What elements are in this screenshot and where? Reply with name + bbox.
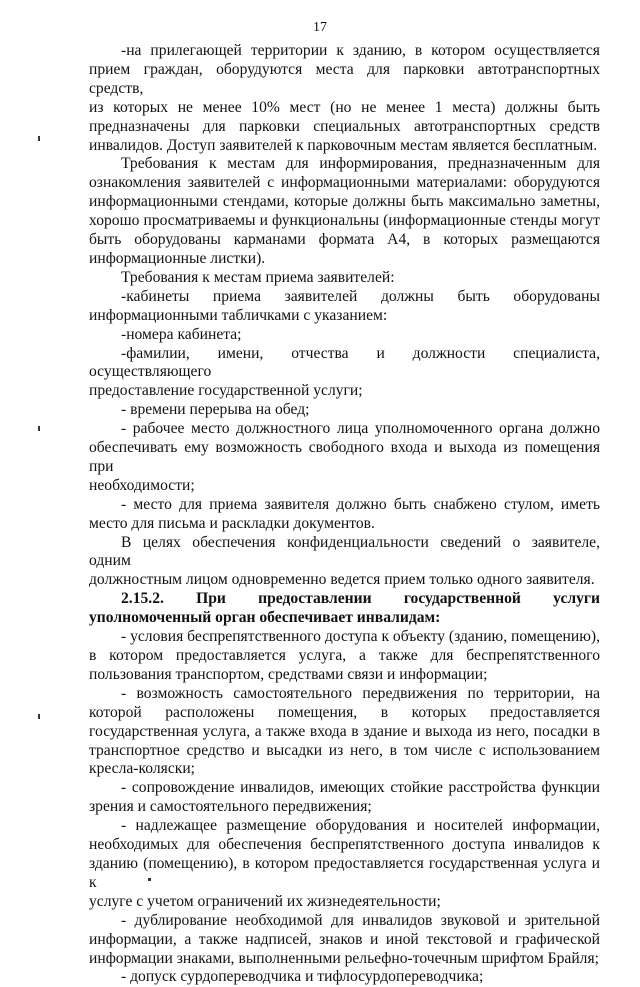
scan-mark [38, 136, 40, 141]
text-line: 2.15.2. При предоставлении государственной услуги [121, 590, 600, 608]
scan-mark [38, 426, 40, 431]
paragraph-p10 [89, 534, 600, 591]
text-line: кресла-коляски; [89, 760, 196, 778]
text-line: - рабочее место должностного лица уполномоченного органа должно [121, 420, 600, 438]
text-line: - условия беспрепятственного доступа к объекту (зданию, помещению), [121, 628, 600, 646]
text-line: зданию (помещению), в котором предоставляется государственная услуга и к [89, 854, 600, 891]
text-line: информации знаками, выполненными рельефно-точечным шрифтом Брайля; [89, 949, 599, 967]
text-line: из которых не менее 10% мест (но не менее 1 места) должны быть [89, 98, 600, 116]
text-line: необходимости; [89, 476, 195, 494]
scan-mark [148, 878, 151, 881]
text-line: место для письма и раскладки документов. [89, 514, 375, 532]
text-line: инвалидов. Доступ заявителей к парковочным местам является бесплатным. [89, 136, 598, 154]
text-line: -фамилии, имени, отчества и должности специалиста, осуществляющего [89, 344, 600, 381]
text-line: зрения и самостоятельного передвижения; [89, 798, 372, 816]
text-line: уполномоченный орган обеспечивает инвалидам: [89, 609, 441, 627]
text-line: - допуск сурдопереводчика и тифлосурдопереводчика; [121, 968, 484, 986]
text-line: Требования к местам для информирования, предназначенным для [121, 155, 600, 173]
text-line: -номера кабинета; [121, 325, 242, 343]
text-line: - надлежащее размещение оборудования и носителей информации, [121, 817, 600, 835]
text-line: -кабинеты приема заявителей должны быть оборудованы [121, 287, 600, 305]
paragraph-p4 [89, 288, 600, 326]
text-line: -на прилегающей территории к зданию, в котором осуществляется [121, 42, 600, 59]
paragraph-p5 [89, 326, 600, 345]
paragraph-p12 [89, 628, 600, 685]
paragraph-p11 [89, 590, 600, 628]
text-line: обеспечивать ему возможность свободного входа и выхода из помещения при [89, 439, 600, 475]
paragraph-p2 [89, 155, 600, 268]
text-line: - возможность самостоятельного передвижения по территории, на [121, 684, 600, 702]
paragraph-p7 [89, 401, 600, 420]
text-line: информационные листки). [89, 249, 266, 267]
scan-mark [38, 714, 40, 719]
paragraph-p8 [89, 420, 600, 496]
paragraph-p13 [89, 685, 600, 780]
text-line: - времени перерыва на обед; [121, 401, 310, 419]
page-number: 17 [313, 20, 327, 35]
text-line: транспортное средство и высадки из него, в том числе с использованием [89, 741, 600, 759]
text-line: ознакомления заявителей с информационными материалами: оборудуются [89, 174, 600, 192]
text-line: государственная услуга, а также входа в здание и выхода из него, посадки в [89, 722, 600, 740]
text-line: предназначены для парковки специальных автотранспортных средств [89, 117, 600, 135]
text-line: информационными табличками с указанием: [89, 306, 388, 324]
text-line: В целях обеспечения конфиденциальности сведений о заявителе, одним [89, 533, 600, 570]
text-line: необходимых для обеспечения беспрепятственного доступа инвалидов к [89, 836, 600, 854]
text-line: предоставление государственной услуги; [89, 382, 363, 400]
paragraph-p17 [89, 968, 600, 987]
text-line: услуге с учетом ограничений их жизнедеятельности; [89, 892, 441, 910]
text-line: - сопровождение инвалидов, имеющих стойкие расстройства функции [121, 779, 600, 797]
paragraph-p6 [89, 345, 600, 402]
text-line: - дублирование необходимой для инвалидов звуковой и зрительной [121, 911, 600, 929]
text-line: хорошо просматриваемы и функциональны (информационные стенды могут [89, 212, 600, 230]
paragraph-p1 [89, 42, 600, 155]
text-line: информационными стендами, которые должны быть максимально заметны, [89, 193, 600, 211]
text-line: Требования к местам приема заявителей: [121, 268, 395, 286]
text-line: быть оборудованы карманами формата А4, в которых размещаются [89, 231, 600, 249]
paragraph-p16 [89, 912, 600, 969]
document-body [89, 42, 600, 987]
text-line: должностным лицом одновременно ведется прием только одного заявителя. [89, 571, 595, 589]
text-line: информации, а также надписей, знаков и иной текстовой и графической [89, 930, 600, 948]
paragraph-p15 [89, 817, 600, 912]
text-line: которой расположены помещения, в которых предоставляется [89, 703, 600, 721]
text-line: пользования транспортом, средствами связи и информации; [89, 665, 488, 683]
text-line: прием граждан, оборудуются места для парковки автотранспортных средств, [89, 60, 600, 97]
paragraph-p3 [89, 269, 600, 288]
text-line: в котором предоставляется услуга, а также для беспрепятственного [89, 647, 600, 664]
paragraph-p14 [89, 779, 600, 817]
paragraph-p9 [89, 496, 600, 534]
text-line: - место для приема заявителя должно быть снабжено стулом, иметь [121, 495, 600, 513]
